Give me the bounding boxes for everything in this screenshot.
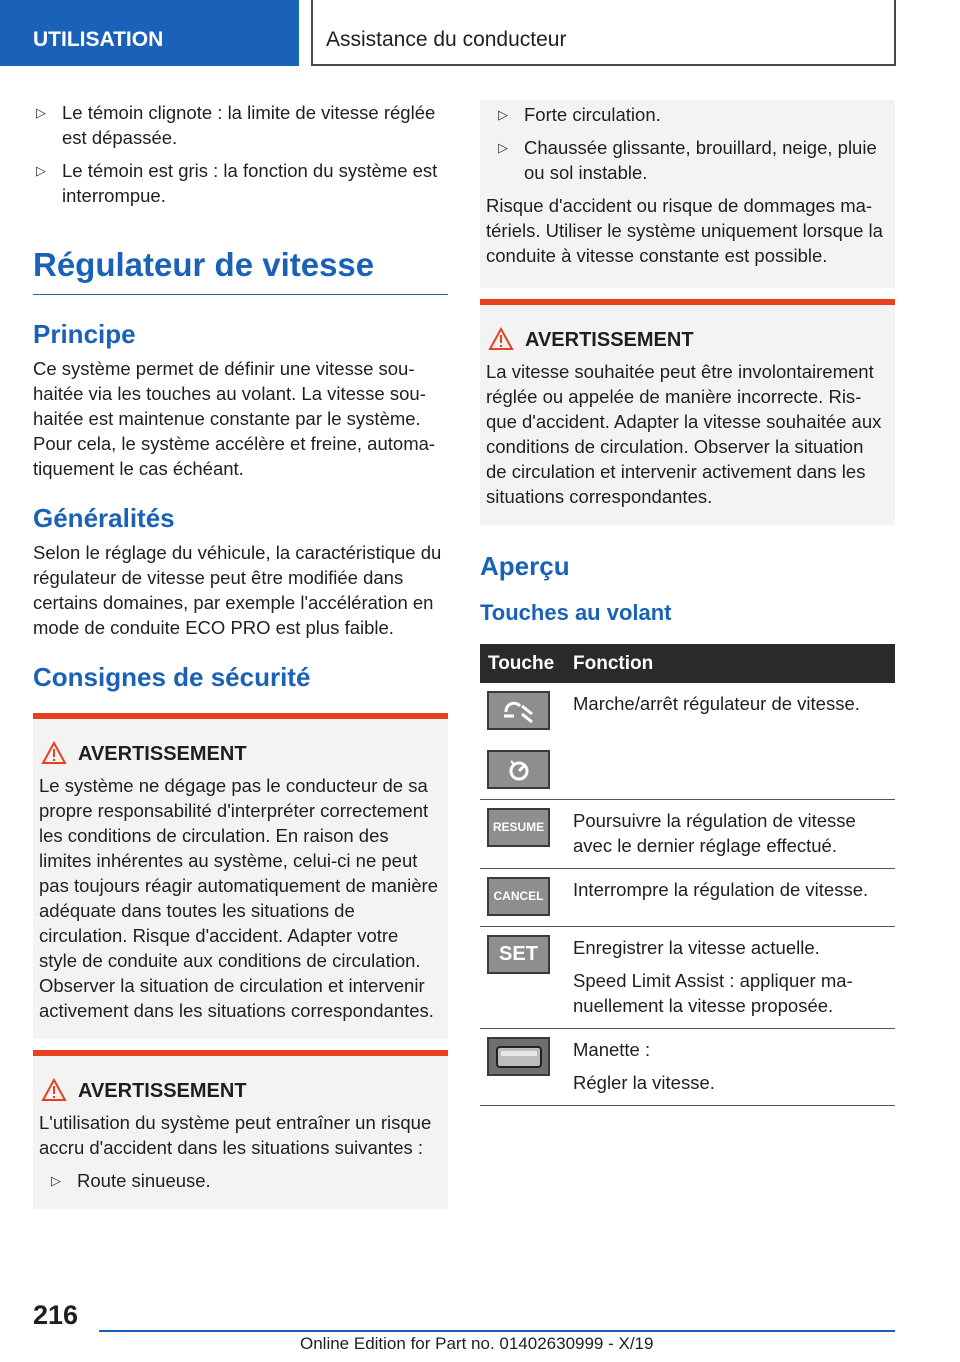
function-cell: Interrompre la régulation de vitesse. — [565, 869, 895, 927]
triangle-bullet-icon: ▷ — [498, 140, 508, 155]
warning-box — [33, 713, 448, 1039]
chapter-title: Assistance du conducteur — [311, 0, 896, 66]
list-item: ▷ Chaussée glissante, brouillard, neige, pluie ou sol instable. — [498, 137, 877, 183]
function-cell: Manette : Régler la vitesse. — [565, 1029, 895, 1106]
warning-box — [480, 299, 895, 525]
generalites-heading: Généralités — [33, 503, 175, 533]
triangle-bullet-icon: ▷ — [36, 163, 46, 178]
triangle-bullet-icon: ▷ — [498, 107, 508, 122]
function-cell: Marche/arrêt régulateur de vitesse. — [565, 683, 895, 800]
main-heading: Régulateur de vitesse — [33, 246, 448, 295]
table-row — [480, 683, 895, 800]
warning-text: L'utilisation du système peut entraîner un risque accru d'accident dans les situations suivantes : — [39, 1112, 432, 1158]
table-row — [480, 869, 895, 927]
principe-text: Ce système permet de définir une vitesse souhaitée via les touches au volant. La vitesse souhaitée est maintenue constante par le système. Pour cela, le système accélère et freine, automatiquement le cas échéant. — [33, 358, 436, 479]
key-cell — [480, 869, 565, 927]
triangle-bullet-icon: ▷ — [51, 1173, 61, 1188]
consignes-heading: Consignes de sécurité — [33, 662, 311, 692]
table-row — [480, 1029, 895, 1106]
keys-table — [480, 644, 895, 1106]
table-header-row — [480, 644, 895, 683]
page-header — [0, 0, 960, 66]
list-item: ▷ Route sinueuse. — [51, 1170, 211, 1191]
list-item: ▷ Le témoin clignote : la limite de vitesse réglée est dépassée. — [36, 102, 436, 148]
function-cell: Enregistrer la vitesse actuelle. Speed Limit Assist : appliquer manuellement la vitesse proposée. — [565, 927, 895, 1029]
cruise-on-icon — [487, 691, 550, 730]
key-cell — [480, 1029, 565, 1106]
column-header-function: Fonction — [565, 644, 895, 683]
edition-text: Online Edition for Part no. 01402630999 - X/19 — [300, 1334, 654, 1353]
warning-title: AVERTISSEMENT — [39, 1078, 438, 1104]
set-button-icon: SET — [487, 935, 550, 974]
warning-title: AVERTISSEMENT — [486, 327, 885, 353]
generalites-text: Selon le réglage du véhicule, la caractéristique du régulateur de vitesse peut être modifiée dans certains domaines, par exemple l'accélération en mode de conduite ECO PRO est plus faible. — [33, 542, 442, 638]
key-cell — [480, 683, 565, 800]
touches-heading: Touches au volant — [480, 600, 672, 625]
left-column — [33, 100, 448, 1209]
table-row — [480, 927, 895, 1029]
column-header-key: Touche — [480, 644, 565, 683]
continued-warning-box — [480, 100, 895, 288]
warning-title: AVERTISSEMENT — [39, 741, 438, 767]
principe-heading: Principe — [33, 319, 136, 349]
cruise-off-icon — [487, 750, 550, 789]
warning-box — [33, 1050, 448, 1209]
warning-triangle-icon — [41, 741, 67, 765]
warning-text: La vitesse souhaitée peut être involontairement réglée ou appelée de manière incorrecte. Risque d'accident. Adapter la vitesse souhaitée aux conditions de circulation. Observer la situation de circulation et intervenir activement dans les situations correspondantes. — [486, 361, 882, 507]
section-tab: UTILISATION — [0, 0, 299, 66]
footer-divider — [99, 1330, 895, 1332]
triangle-bullet-icon: ▷ — [36, 105, 46, 120]
warning-triangle-icon — [41, 1078, 67, 1102]
rocker-lever-icon — [487, 1037, 550, 1076]
apercu-heading: Aperçu — [480, 551, 570, 581]
continued-warning-text: Risque d'accident ou risque de dommages matériels. Utiliser le système uniquement lorsque la conduite à vitesse constante est possible. — [486, 195, 883, 266]
resume-button-icon: RESUME — [487, 808, 550, 847]
function-cell: Poursuivre la régulation de vitesse avec le dernier réglage effectué. — [565, 800, 895, 869]
table-row — [480, 800, 895, 869]
cancel-button-icon: CANCEL — [487, 877, 550, 916]
key-cell — [480, 800, 565, 869]
key-cell — [480, 927, 565, 1029]
list-item: ▷ Le témoin est gris : la fonction du système est interrompue. — [36, 160, 438, 206]
warning-triangle-icon — [488, 327, 514, 351]
right-column — [480, 100, 895, 1106]
page-number: 216 — [33, 1300, 79, 1330]
list-item: ▷ Forte circulation. — [498, 104, 661, 125]
warning-text: Le système ne dégage pas le conducteur de sa propre responsabilité d'interpréter correctement les conditions de circulation. En raison des limites inhérentes au système, celui-ci ne peut pas toujours réagir automatiquement de manière adéquate dans toutes les situations de circulation. Risque d'accident. Adapter votre style de conduite aux conditions de circulation. Observer la situation de circulation et intervenir activement dans les situations correspondantes. — [39, 775, 439, 1021]
